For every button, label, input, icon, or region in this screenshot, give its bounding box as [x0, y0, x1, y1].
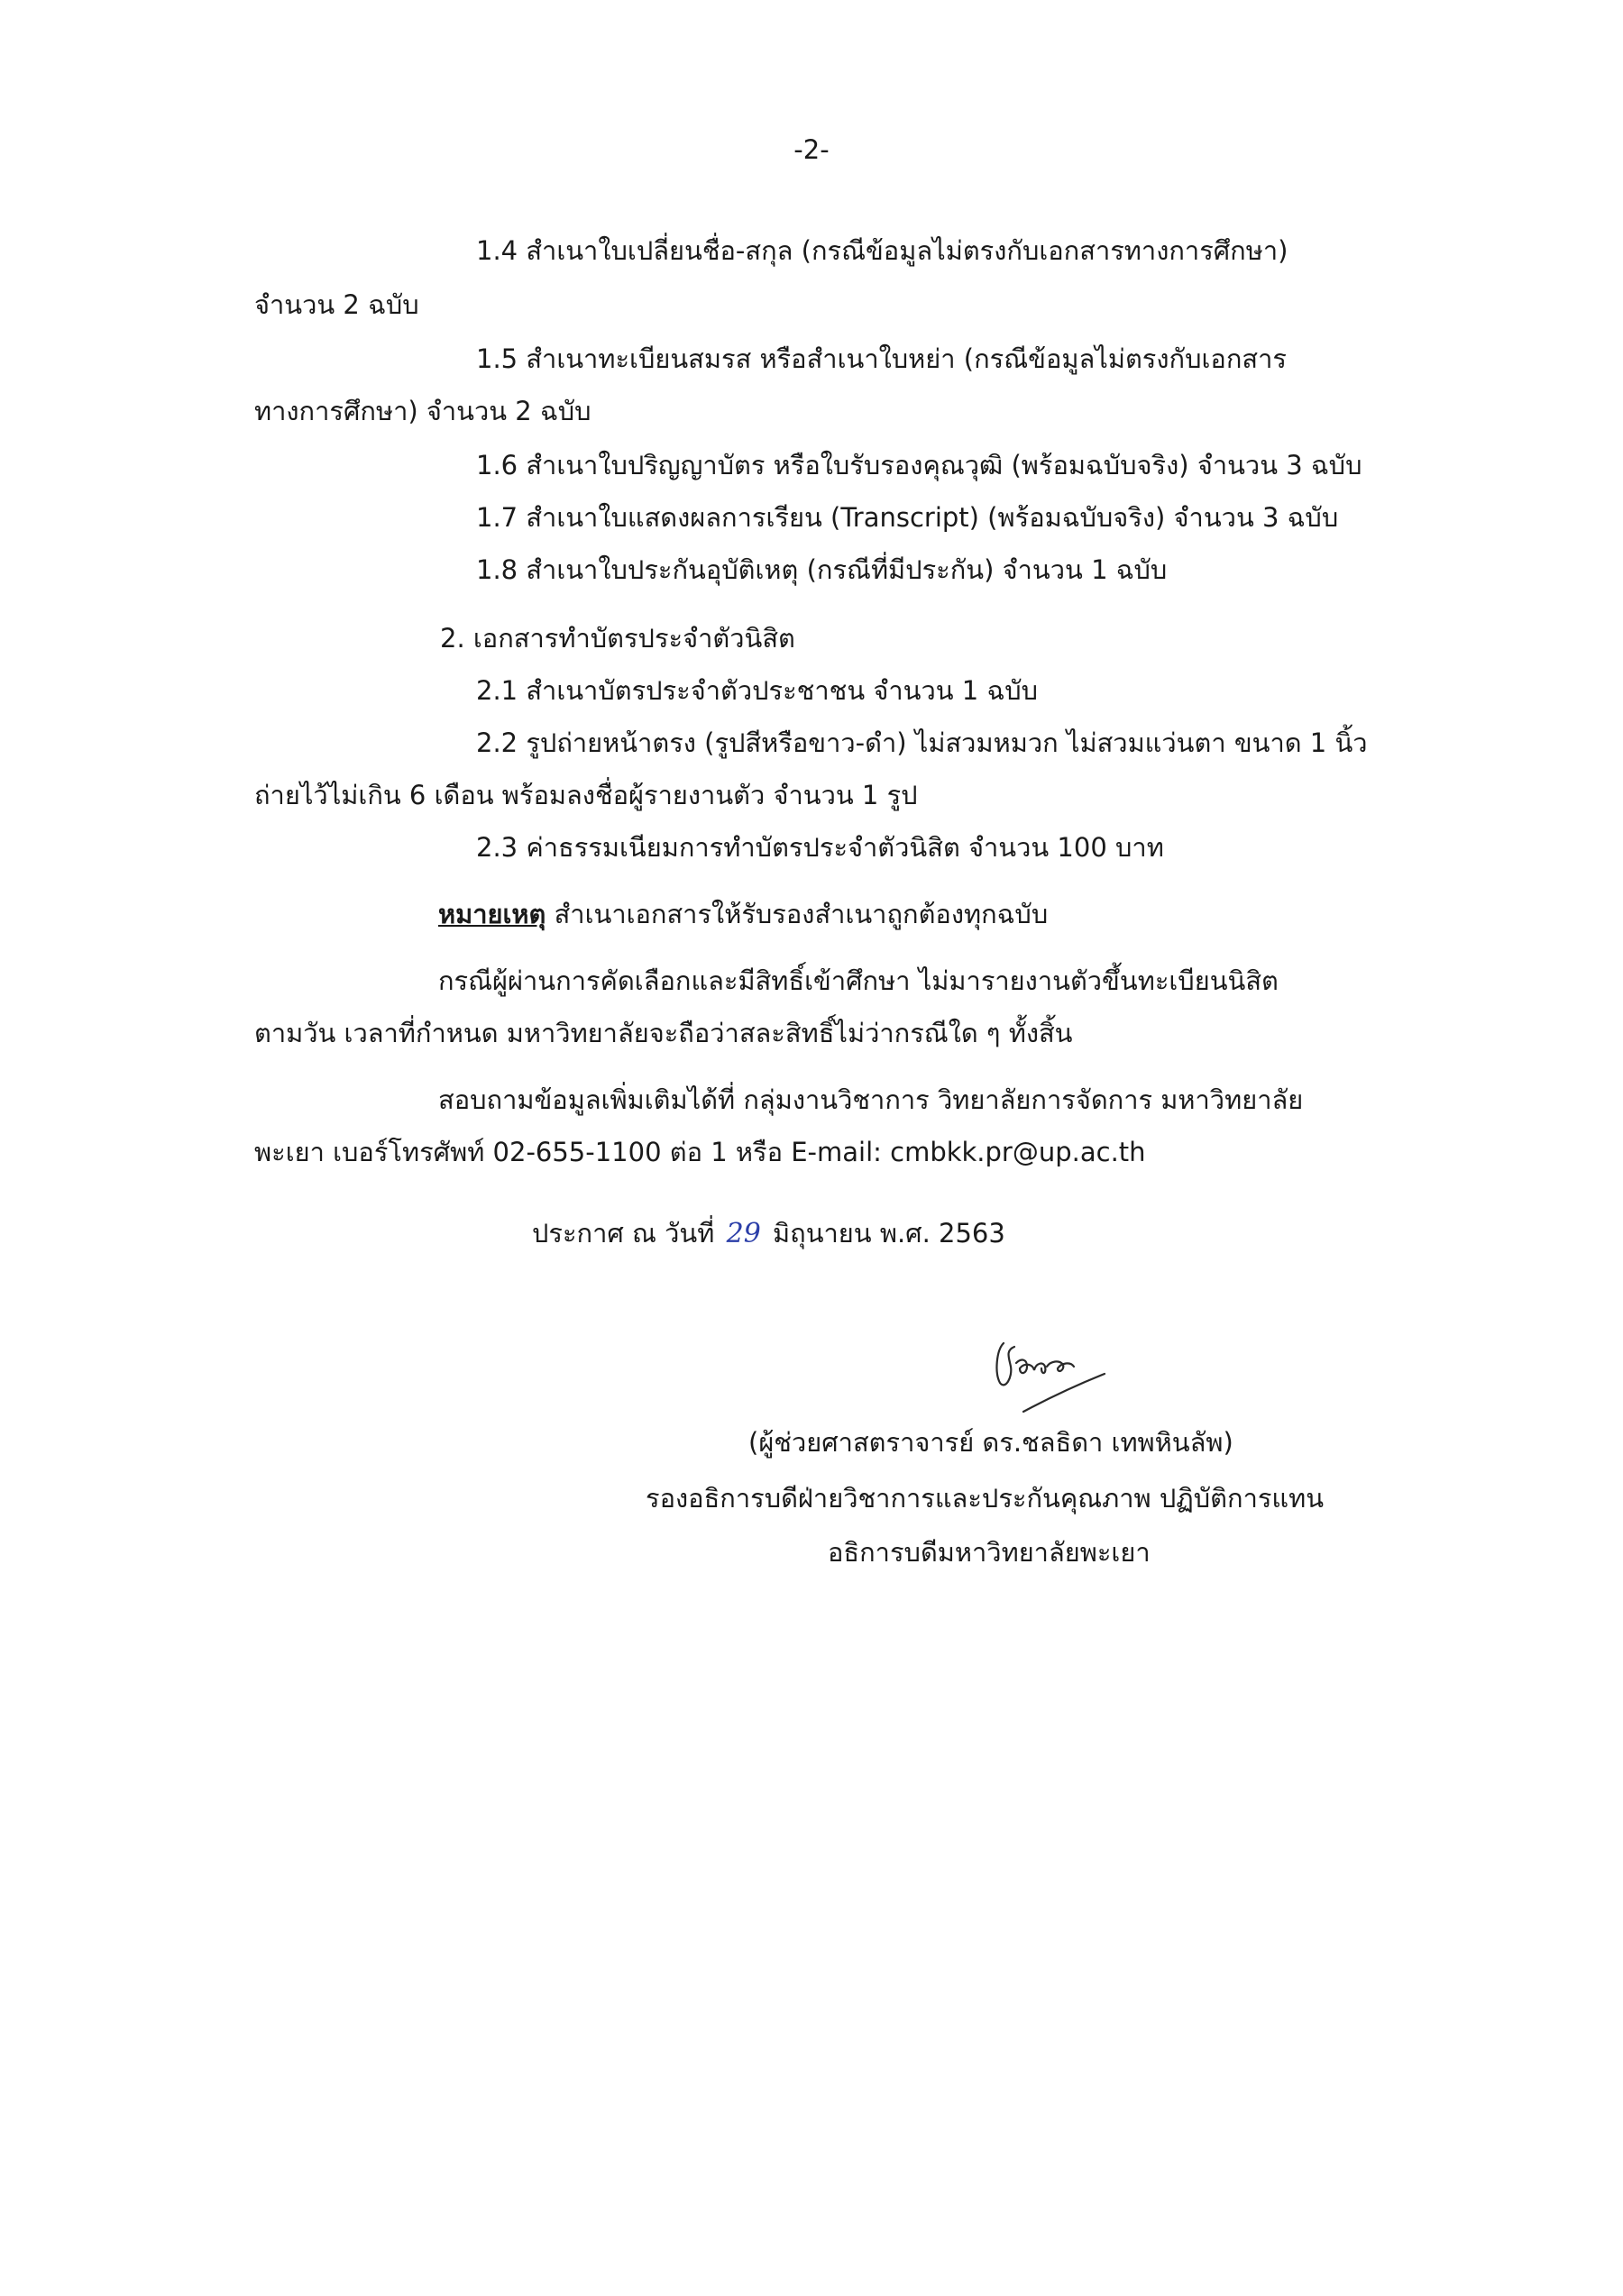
paragraph-1-line-2: ตามวัน เวลาที่กำหนด มหาวิทยาลัยจะถือว่าสละสิทธิ์ไม่ว่ากรณีใด ๆ ทั้งสิ้น	[254, 1018, 1073, 1048]
item-1-8: 1.8 สำเนาใบประกันอุบัติเหตุ (กรณีที่มีประกัน) จำนวน 1 ฉบับ	[476, 554, 1168, 585]
signature-image	[978, 1323, 1123, 1422]
paragraph-2-line-2: พะเยา เบอร์โทรศัพท์ 02-655-1100 ต่อ 1 หรือ E-mail: cmbkk.pr@up.ac.th	[254, 1137, 1146, 1167]
item-1-5-line-1: 1.5 สำเนาทะเบียนสมรส หรือสำเนาใบหย่า (กรณีข้อมูลไม่ตรงกับเอกสาร	[476, 343, 1287, 374]
note-text: สำเนาเอกสารให้รับรองสำเนาถูกต้องทุกฉบับ	[546, 899, 1049, 929]
item-1-5-line-2: ทางการศึกษา) จำนวน 2 ฉบับ	[254, 396, 591, 426]
item-1-4-line-2: จำนวน 2 ฉบับ	[254, 289, 419, 320]
paragraph-1-line-1: กรณีผู้ผ่านการคัดเลือกและมีสิทธิ์เข้าศึกษา ไม่มารายงานตัวขึ้นทะเบียนนิสิต	[438, 965, 1279, 996]
section-2-heading: 2. เอกสารทำบัตรประจำตัวนิสิต	[440, 623, 795, 654]
page-number: -2-	[793, 134, 830, 165]
item-2-2-line-1: 2.2 รูปถ่ายหน้าตรง (รูปสีหรือขาว-ดำ) ไม่สวมหมวก ไม่สวมแว่นตา ขนาด 1 นิ้ว	[476, 727, 1368, 758]
signature-icon	[978, 1323, 1123, 1422]
announce-suffix: มิถุนายน พ.ศ. 2563	[773, 1218, 1005, 1249]
item-1-7: 1.7 สำเนาใบแสดงผลการเรียน (Transcript) (พร้อมฉบับจริง) จำนวน 3 ฉบับ	[476, 502, 1339, 533]
announcement-date	[532, 1215, 1005, 1252]
signatory-name: (ผู้ช่วยศาสตราจารย์ ดร.ชลธิดา เทพหินลัพ)	[748, 1427, 1233, 1458]
item-2-1: 2.1 สำเนาบัตรประจำตัวประชาชน จำนวน 1 ฉบับ	[476, 675, 1039, 706]
item-2-3: 2.3 ค่าธรรมเนียมการทำบัตรประจำตัวนิสิต จำนวน 100 บาท	[476, 832, 1164, 863]
item-1-4-line-1: 1.4 สำเนาใบเปลี่ยนชื่อ-สกุล (กรณีข้อมูลไม่ตรงกับเอกสารทางการศึกษา)	[476, 235, 1288, 266]
item-1-6: 1.6 สำเนาใบปริญญาบัตร หรือใบรับรองคุณวุฒิ (พร้อมฉบับจริง) จำนวน 3 ฉบับ	[476, 450, 1362, 480]
announce-prefix: ประกาศ ณ วันที่	[532, 1218, 715, 1249]
note-label: หมายเหตุ	[438, 899, 546, 929]
signatory-title-line-1: รองอธิการบดีฝ่ายวิชาการและประกันคุณภาพ ปฏิบัติการแทน	[646, 1483, 1325, 1514]
paragraph-2-line-1: สอบถามข้อมูลเพิ่มเติมได้ที่ กลุ่มงานวิชาการ วิทยาลัยการจัดการ มหาวิทยาลัย	[438, 1084, 1304, 1115]
item-2-2-line-2: ถ่ายไว้ไม่เกิน 6 เดือน พร้อมลงชื่อผู้รายงานตัว จำนวน 1 รูป	[254, 780, 918, 810]
handwritten-day: 29	[726, 1218, 761, 1249]
note-line	[438, 896, 1048, 932]
signatory-title-line-2: อธิการบดีมหาวิทยาลัยพะเยา	[828, 1537, 1151, 1568]
